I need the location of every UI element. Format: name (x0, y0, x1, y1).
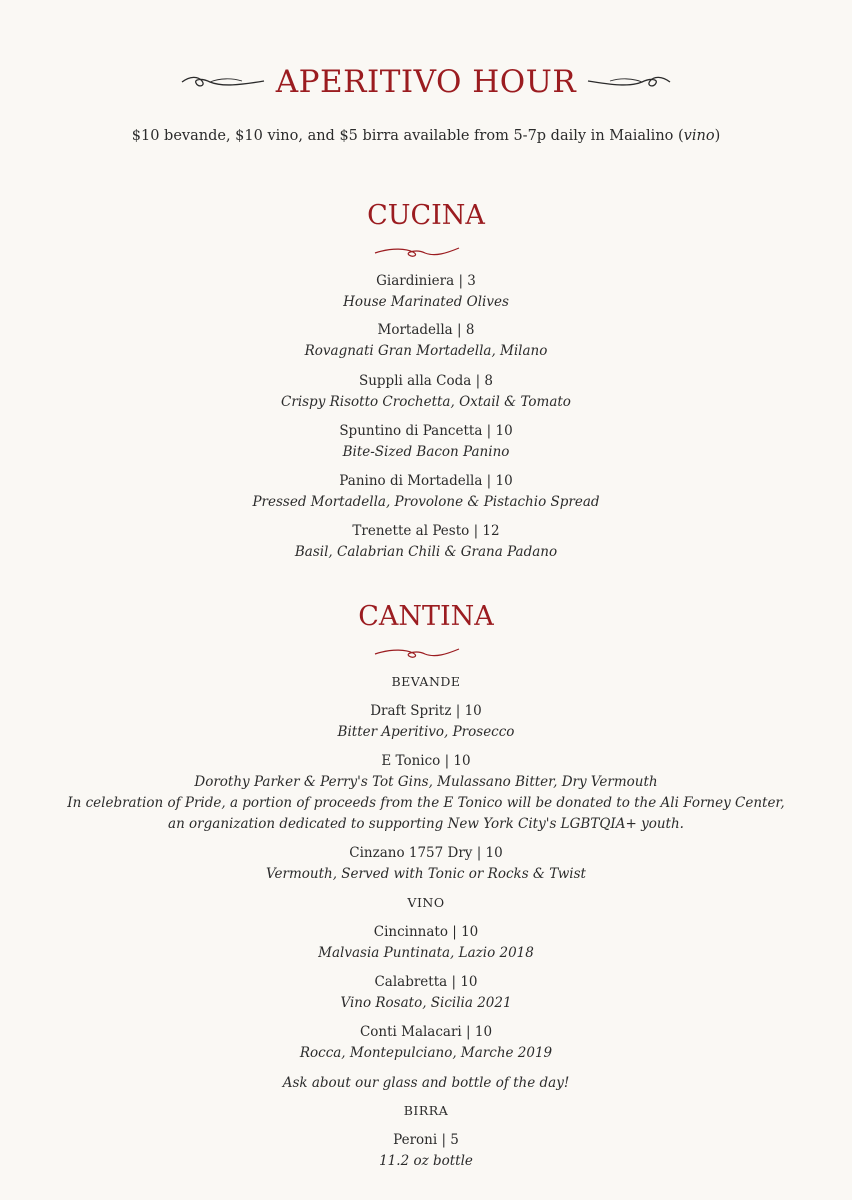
item-description: Crispy Risotto Crochetta, Oxtail & Tomato (281, 394, 571, 410)
item-description: Dorothy Parker & Perry's Tot Gins, Mulassano Bitter, Dry Vermouth (194, 774, 658, 790)
item-description: Pressed Mortadella, Provolone & Pistachio Spread (252, 494, 600, 510)
vino-note: Ask about our glass and bottle of the day! (282, 1075, 570, 1091)
menu-item (0, 320, 852, 362)
vino-label: VINO (407, 895, 445, 910)
item-name: Peroni | 5 (393, 1132, 459, 1148)
menu-item (0, 701, 852, 743)
menu-item (0, 421, 852, 463)
item-description: Basil, Calabrian Chili & Grana Padano (294, 544, 558, 560)
item-description: Bitter Aperitivo, Prosecco (337, 724, 515, 740)
birra-label: BIRRA (403, 1103, 449, 1118)
item-description: Vino Rosato, Sicilia 2021 (340, 995, 512, 1011)
item-name: Cinzano 1757 Dry | 10 (349, 845, 503, 861)
cucina-title: CUCINA (367, 200, 485, 231)
item-name: Calabretta | 10 (374, 974, 478, 990)
item-name: Draft Spritz | 10 (370, 703, 482, 719)
menu-title: APERITIVO HOUR (275, 64, 577, 100)
item-description: Bite-Sized Bacon Panino (342, 444, 510, 460)
menu-item (0, 471, 852, 513)
item-name: Cincinnato | 10 (373, 924, 479, 940)
cucina-swash-icon (373, 245, 461, 259)
menu-item (0, 922, 852, 964)
item-name: E Tonico | 10 (381, 753, 471, 769)
menu-item (0, 521, 852, 563)
item-description: Vermouth, Served with Tonic or Rocks & Twist (266, 866, 586, 882)
item-description: House Marinated Olives (343, 294, 509, 310)
item-name: Giardiniera | 3 (376, 273, 476, 289)
menu-item (0, 1022, 852, 1064)
cantina-swash-icon (373, 646, 461, 660)
menu-item (0, 1130, 852, 1172)
item-note: In celebration of Pride, a portion of proceeds from the E Tonico will be donated to the Ali Forney Center, (67, 795, 785, 811)
menu-header (0, 62, 852, 102)
menu-item (0, 371, 852, 413)
bevande-label: BEVANDE (391, 674, 461, 689)
item-description: Rocca, Montepulciano, Marche 2019 (299, 1045, 553, 1061)
left-flourish-icon (180, 72, 266, 92)
menu-item (0, 751, 852, 835)
menu-item (0, 843, 852, 885)
menu-item (0, 972, 852, 1014)
item-name: Mortadella | 8 (377, 322, 475, 338)
item-name: Conti Malacari | 10 (359, 1024, 493, 1040)
menu-item (0, 271, 852, 313)
item-name: Trenette al Pesto | 12 (352, 523, 500, 539)
item-name: Suppli alla Coda | 8 (358, 373, 494, 389)
item-description: Rovagnati Gran Mortadella, Milano (304, 343, 548, 359)
item-description: Malvasia Puntinata, Lazio 2018 (318, 945, 534, 961)
intro-text: $10 bevande, $10 vino, and $5 birra available from 5-7p daily in Maialino (vino) (131, 128, 721, 144)
cantina-title: CANTINA (358, 601, 494, 632)
item-name: Spuntino di Pancetta | 10 (339, 423, 513, 439)
item-description: 11.2 oz bottle (379, 1153, 473, 1169)
item-note: an organization dedicated to supporting New York City's LGBTQIA+ youth. (168, 816, 684, 832)
item-name: Panino di Mortadella | 10 (339, 473, 513, 489)
right-flourish-icon (586, 72, 672, 92)
